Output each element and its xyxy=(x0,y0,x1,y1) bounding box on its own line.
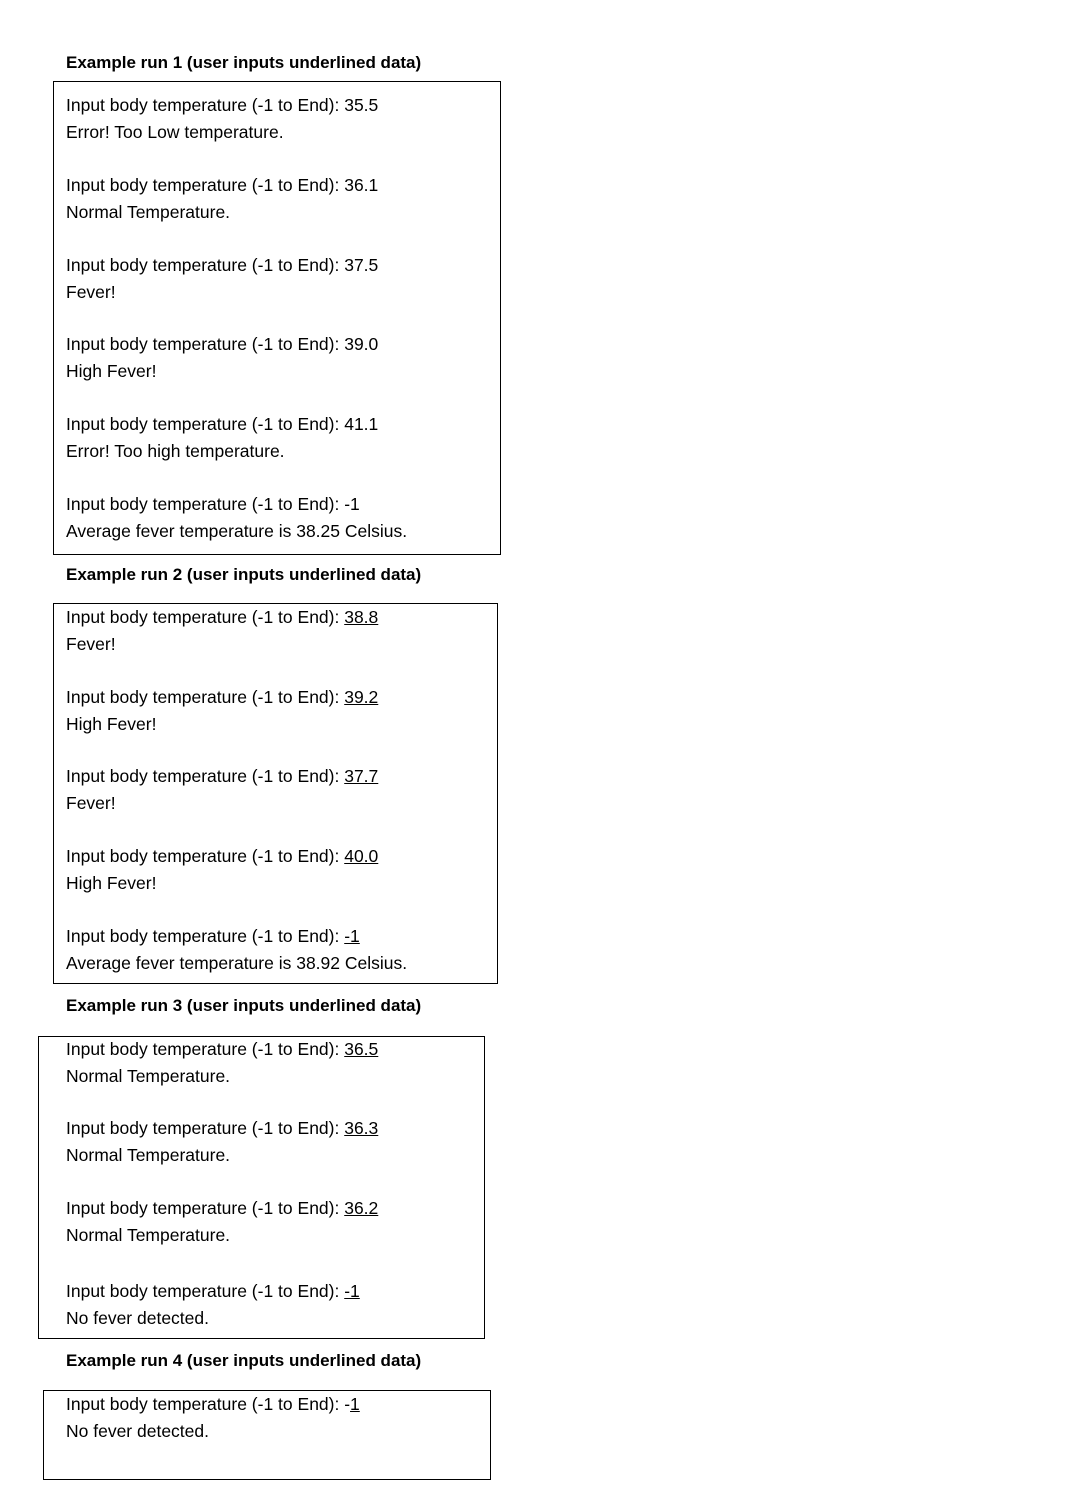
user-input: 1 xyxy=(350,1394,360,1414)
run-3-entry-1 xyxy=(66,1036,378,1090)
user-input: 37.5 xyxy=(344,255,379,275)
response-text: No fever detected. xyxy=(66,1308,209,1328)
prompt-text: Input body temperature (-1 to End): xyxy=(66,1394,345,1414)
response-text: High Fever! xyxy=(66,714,157,734)
run-2-entry-3 xyxy=(66,763,378,817)
run-2-entry-4 xyxy=(66,843,378,897)
prompt-text: Input body temperature (-1 to End): xyxy=(66,846,345,866)
response-text: Normal Temperature. xyxy=(66,1066,231,1086)
response-text: Normal Temperature. xyxy=(66,1225,231,1245)
prompt-text: Input body temperature (-1 to End): xyxy=(66,95,345,115)
user-input: 36.1 xyxy=(344,175,379,195)
user-input: 35.5 xyxy=(344,95,379,115)
user-input: -1 xyxy=(344,1281,360,1301)
prompt-text: Input body temperature (-1 to End): xyxy=(66,1118,345,1138)
prompt-text: Input body temperature (-1 to End): xyxy=(66,687,345,707)
prompt-text: Input body temperature (-1 to End): xyxy=(66,175,345,195)
run-3-heading: Example run 3 (user inputs underlined data) xyxy=(66,996,422,1015)
run-4-entry-1 xyxy=(66,1391,360,1445)
response-text: Average fever temperature is 38.92 Celsius. xyxy=(66,953,408,973)
user-input: 39.0 xyxy=(344,334,379,354)
user-input: 37.7 xyxy=(344,766,379,786)
user-input-prefix: - xyxy=(344,1394,351,1414)
run-1-heading: Example run 1 (user inputs underlined data) xyxy=(66,53,422,72)
response-text: Fever! xyxy=(66,282,116,302)
prompt-text: Input body temperature (-1 to End): xyxy=(66,1281,345,1301)
run-2-entry-2 xyxy=(66,684,378,738)
response-text: Average fever temperature is 38.25 Celsius. xyxy=(66,521,408,541)
response-text: Fever! xyxy=(66,634,116,654)
run-2-entry-5 xyxy=(66,923,407,977)
user-input: 36.5 xyxy=(344,1039,379,1059)
run-4-heading: Example run 4 (user inputs underlined data) xyxy=(66,1351,422,1370)
prompt-text: Input body temperature (-1 to End): xyxy=(66,255,345,275)
user-input: -1 xyxy=(344,494,360,514)
run-3-entry-2 xyxy=(66,1115,378,1169)
run-2-entry-1 xyxy=(66,604,378,658)
user-input: 38.8 xyxy=(344,607,379,627)
prompt-text: Input body temperature (-1 to End): xyxy=(66,414,345,434)
response-text: High Fever! xyxy=(66,361,157,381)
response-text: Error! Too high temperature. xyxy=(66,441,285,461)
prompt-text: Input body temperature (-1 to End): xyxy=(66,494,345,514)
run-1-entry-4 xyxy=(66,331,378,385)
user-input: 39.2 xyxy=(344,687,379,707)
user-input: 40.0 xyxy=(344,846,379,866)
run-1-entry-1 xyxy=(66,92,378,146)
run-1-entry-3 xyxy=(66,252,378,306)
user-input: -1 xyxy=(344,926,360,946)
response-text: Normal Temperature. xyxy=(66,1145,231,1165)
run-1-entry-5 xyxy=(66,411,378,465)
prompt-text: Input body temperature (-1 to End): xyxy=(66,607,345,627)
run-1-entry-6 xyxy=(66,491,407,545)
response-text: Normal Temperature. xyxy=(66,202,231,222)
run-1-console-box xyxy=(53,81,501,555)
prompt-text: Input body temperature (-1 to End): xyxy=(66,1039,345,1059)
response-text: High Fever! xyxy=(66,873,157,893)
prompt-text: Input body temperature (-1 to End): xyxy=(66,766,345,786)
run-1-entry-2 xyxy=(66,172,378,226)
prompt-text: Input body temperature (-1 to End): xyxy=(66,1198,345,1218)
prompt-text: Input body temperature (-1 to End): xyxy=(66,926,345,946)
response-text: No fever detected. xyxy=(66,1421,209,1441)
user-input: 41.1 xyxy=(344,414,379,434)
run-3-entry-4 xyxy=(66,1278,360,1332)
run-3-entry-3 xyxy=(66,1195,378,1249)
prompt-text: Input body temperature (-1 to End): xyxy=(66,334,345,354)
run-2-heading: Example run 2 (user inputs underlined data) xyxy=(66,565,422,584)
response-text: Fever! xyxy=(66,793,116,813)
response-text: Error! Too Low temperature. xyxy=(66,122,284,142)
user-input: 36.2 xyxy=(344,1198,379,1218)
user-input: 36.3 xyxy=(344,1118,379,1138)
